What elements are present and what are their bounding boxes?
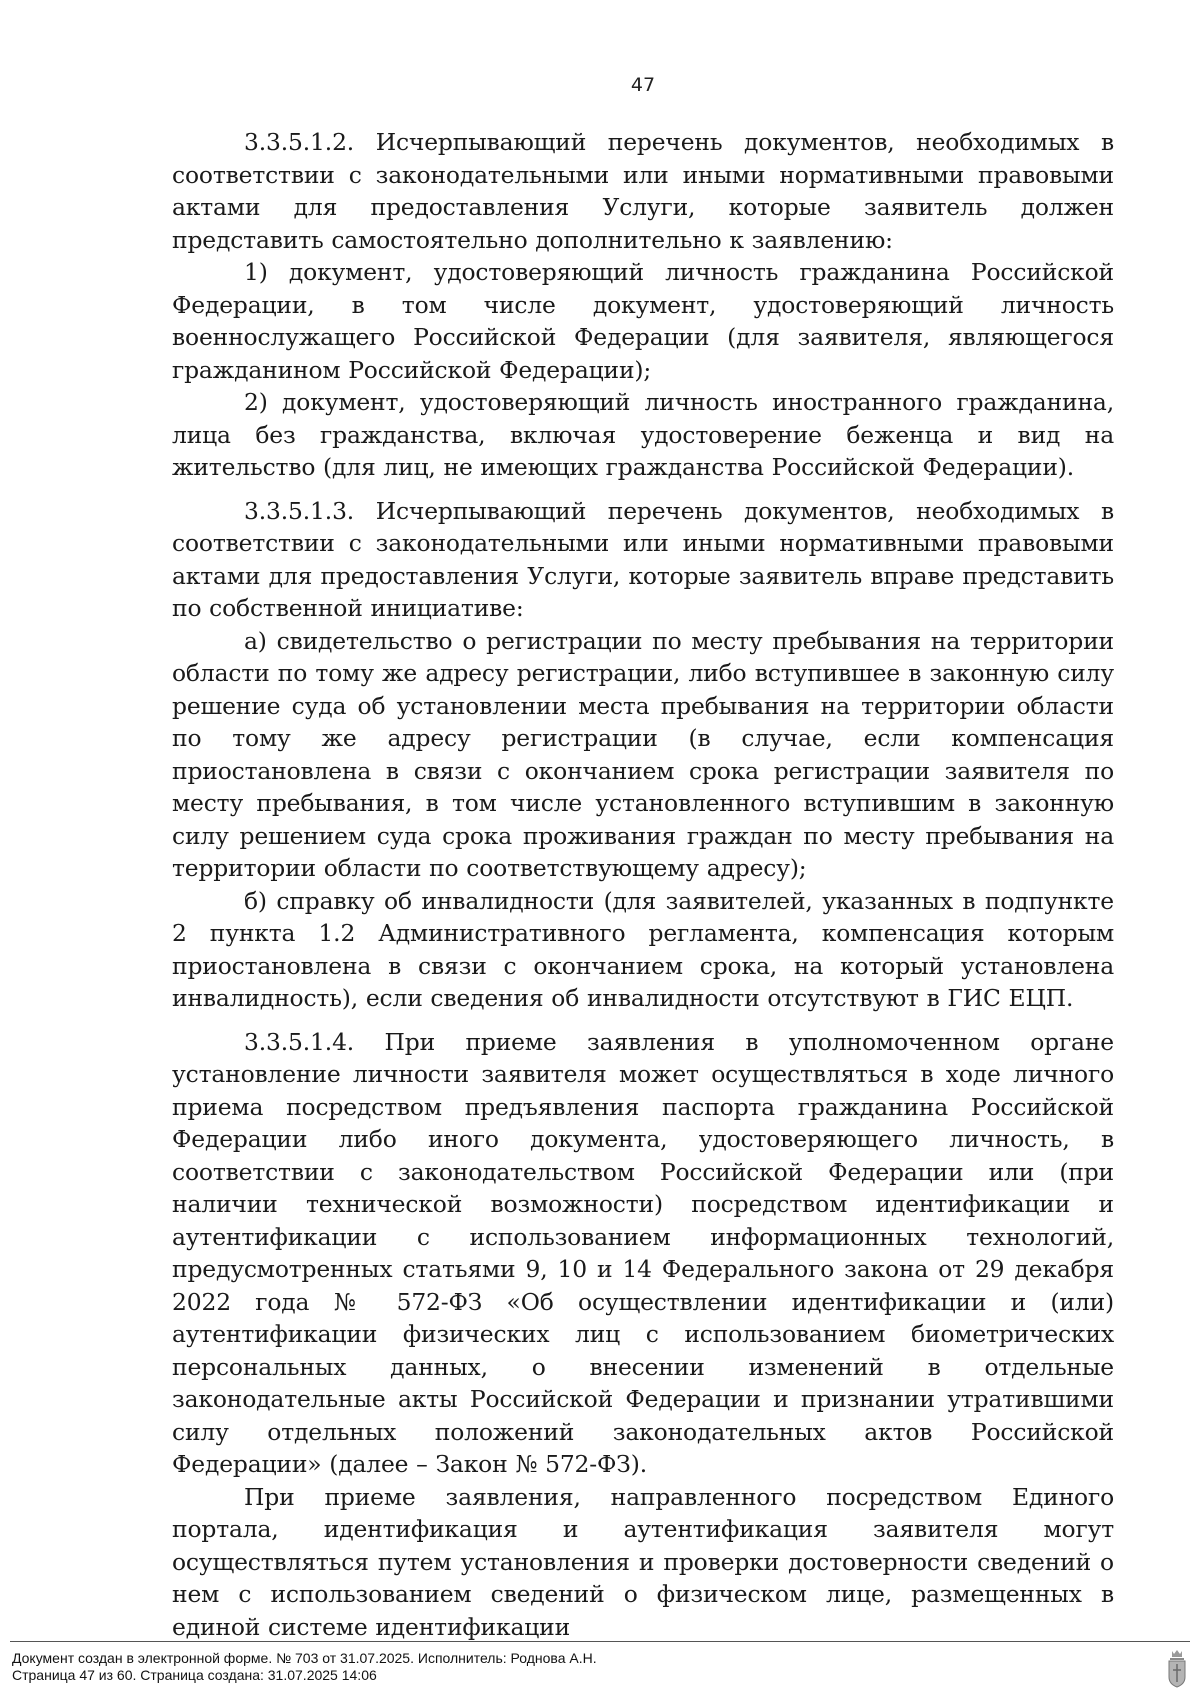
paragraph-portal-identification: При приеме заявления, направленного посредством Единого портала, идентификация и аутентификация заявителя могут осуществляться путем установления и проверки достоверности сведений о нем с использованием сведений о физическом лице, размещенных в единой системе идентификации xyxy=(172,1482,1114,1641)
footer-document-info: Документ создан в электронной форме. № 703 от 31.07.2025. Исполнитель: Роднова А.Н. xyxy=(12,1650,597,1666)
footer-divider xyxy=(10,1641,1190,1642)
paragraph-3-3-5-1-3: 3.3.5.1.3. Исчерпывающий перечень документов, необходимых в соответствии с законодательными или иными нормативными правовыми актами для предоставления Услуги, которые заявитель вправе представить по собственной инициативе: xyxy=(172,496,1114,622)
footer-page-info: Страница 47 из 60. Страница создана: 31.07.2025 14:06 xyxy=(12,1667,377,1683)
list-item-1: 1) документ, удостоверяющий личность гражданина Российской Федерации, в том числе документ, удостоверяющий личность военнослужащего Российской Федерации (для заявителя, являющегося гражданином Российской Федерации); xyxy=(172,258,1114,384)
coat-of-arms-icon xyxy=(1166,1648,1188,1688)
paragraph-3-3-5-1-2: 3.3.5.1.2. Исчерпывающий перечень документов, необходимых в соответствии с законодательными или иными нормативными правовыми актами для предоставления Услуги, которые заявитель должен представить самостоятельно дополнительно к заявлению: xyxy=(172,128,1114,254)
page-number: 47 xyxy=(630,74,656,96)
paragraph-3-3-5-1-4: 3.3.5.1.4. При приеме заявления в уполномоченном органе установление личности заявителя может осуществляться в ходе личного приема посредством предъявления паспорта гражданина Российской Федерации либо иного документа, удостоверяющего личность, в соответствии с законодательством Российской Федерации или (при наличии технической возможности) посредством идентификации и аутентификации с использованием информационных технологий, предусмотренных статьями 9, 10 и 14 Федерального закона от 29 декабря 2022 года № 572-ФЗ «Об осуществлении идентификации и (или) аутентификации физических лиц с использованием биометрических персональных данных, о внесении изменений в отдельные законодательные акты Российской Федерации и признании утратившими силу отдельных положений законодательных актов Российской Федерации» (далее – Закон № 572-ФЗ). xyxy=(172,1027,1114,1478)
document-body xyxy=(172,126,1114,1643)
list-item-a: а) свидетельство о регистрации по месту пребывания на территории области по тому же адресу регистрации, либо вступившее в законную силу решение суда об установлении места пребывания на территории области по тому же адресу регистрации (в случае, если компенсация приостановлена в связи с окончанием срока регистрации заявителя по месту пребывания, в том числе установленного вступившим в законную силу решением суда срока проживания граждан по месту пребывания на территории области по соответствующему адресу); xyxy=(172,626,1114,882)
list-item-b: б) справку об инвалидности (для заявителей, указанных в подпункте 2 пункта 1.2 Административного регламента, компенсация которым приостановлена в связи с окончанием срока, на который установлена инвалидность), если сведения об инвалидности отсутствуют в ГИС ЕЦП. xyxy=(172,886,1114,1012)
list-item-2: 2) документ, удостоверяющий личность иностранного гражданина, лица без гражданства, включая удостоверение беженца и вид на жительство (для лиц, не имеющих гражданства Российской Федерации). xyxy=(172,388,1114,481)
electronic-document-footer xyxy=(0,1640,1200,1698)
